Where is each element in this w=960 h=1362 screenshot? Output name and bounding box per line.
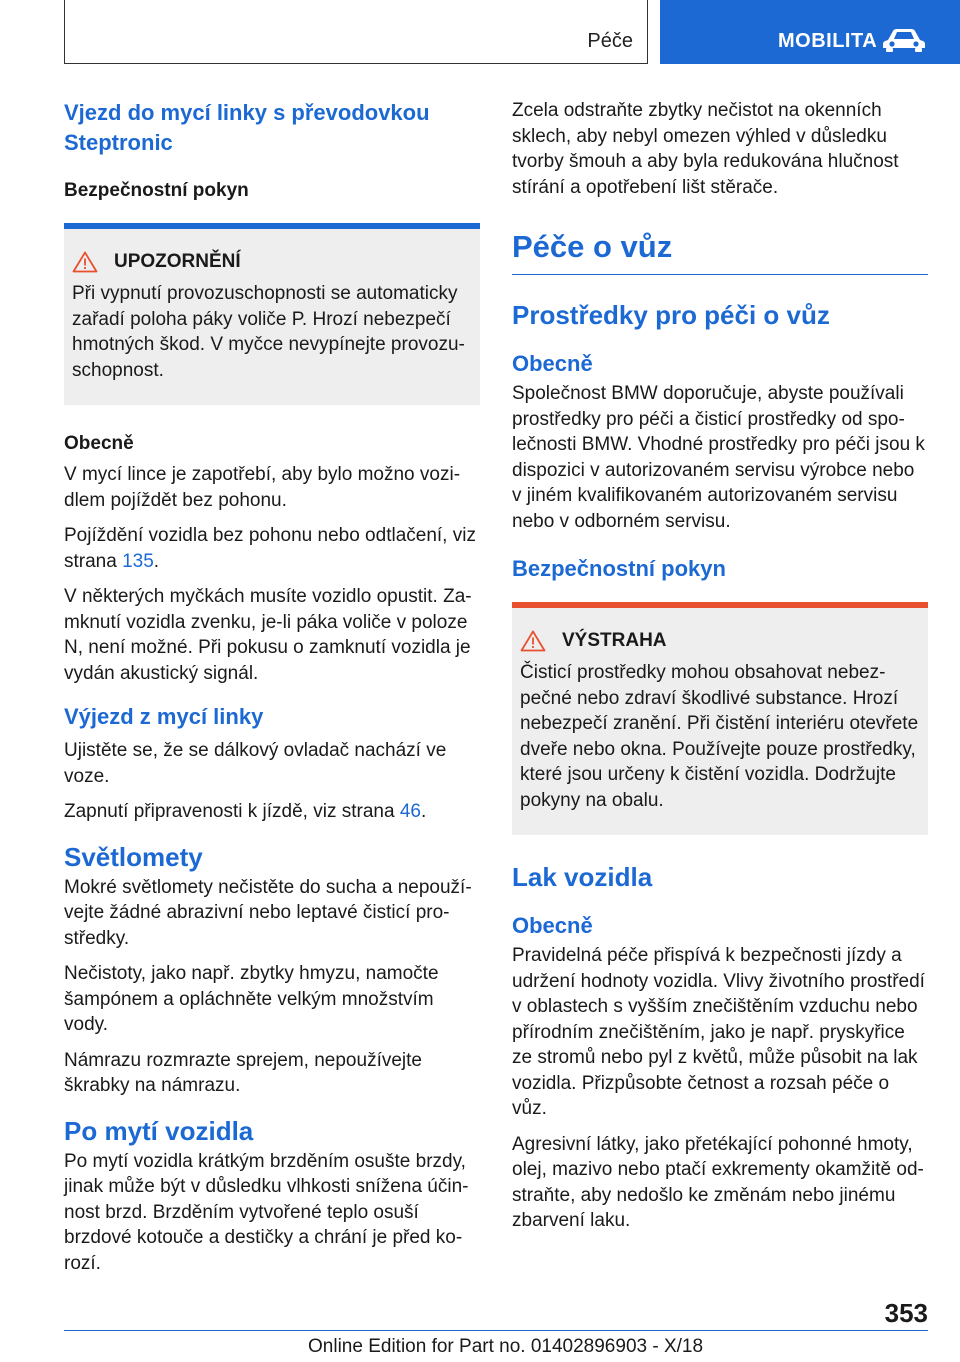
heading-after-wash: Po mytí vozidla (64, 1115, 254, 1146)
heading-car-care: Péče o vůz (512, 229, 673, 264)
warning-title (520, 630, 920, 652)
header-section-label: Péče (587, 30, 633, 52)
warning-text: Při vypnutí provozuschopnosti se automaticky zařadí poloha páky voliče P. Hrozí nebezpečí hmotných škod. V myčce nevypínejte provozuschopnost. (72, 283, 465, 381)
paragraph-end: . (420, 801, 427, 822)
heading-paint: Lak vozidla (512, 862, 653, 892)
warning-label: VÝSTRAHA (562, 630, 667, 651)
paragraph-with-link (64, 523, 480, 574)
paragraph: V mycí lince je zapotřebí, aby bylo možno vozidlem pojíždět bez pohonu. (64, 464, 461, 511)
paragraph: Pravidelná péče přispívá k bezpečnosti jízdy a udržení hodnoty vozidla. Vlivy životního prostředí v oblastech s vyšším znečištěním vzduchu nebo přírodním znečištěním, jako je např. pryskyřice ze stromů nebo pyl z květů, může působit na lak vozidla. Přizpůsobte četnost a rozsah péče o vůz. (512, 945, 925, 1119)
warning-text: Čisticí prostředky mohou obsahovat nebezpečné nebo zdraví škodlivé substance. Hrozí nebezpečí zranění. Při čistění interiéru otevřete dveře nebo okna. Používejte pouze prostředky, které jsou určeny k čistění vozidla. Dodržujte pokyny na obalu. (520, 662, 919, 811)
heading-wash-exit: Výjezd z mycí linky (64, 704, 264, 729)
left-column (64, 98, 480, 1286)
heading-general: Obecně (512, 913, 593, 938)
paragraph-with-link (64, 799, 480, 825)
heading-headlights: Světlomety (64, 841, 203, 872)
heading-care-products: Prostředky pro péči o vůz (512, 300, 830, 330)
paragraph-end: . (153, 550, 160, 572)
paragraph: Ujistěte se, že se dálkový ovladač nachází ve voze. (64, 740, 447, 787)
heading-general: Obecně (64, 433, 134, 454)
warning-triangle-icon (520, 630, 546, 652)
paragraph: V některých myčkách musíte vozidlo opustit. Zamknutí vozidla zvenku, je-li páka voliče v poloze N, není možné. Při pokusu o zamknutí vozidla je vydán akustický signál. (64, 586, 472, 684)
footer-rule (64, 1330, 928, 1331)
heading-safety-note: Bezpečnostní pokyn (64, 180, 249, 201)
header-section-box (64, 0, 648, 64)
footer-edition: Online Edition for Part no. 01402896903 - X/18 (308, 1336, 704, 1357)
warning-box-caution (512, 602, 928, 835)
heading-general: Obecně (512, 351, 593, 376)
warning-label: UPOZORNĚNÍ (114, 251, 241, 272)
warning-box-notice (64, 223, 480, 405)
header-chapter-label: MOBILITA (778, 30, 878, 52)
paragraph: Námrazu rozmrazte sprejem, nepoužívejte škrabky na námrazu. (64, 1049, 422, 1096)
car-icon (882, 26, 926, 52)
paragraph: Mokré světlomety nečistěte do sucha a nepoužívejte žádné abrazivní nebo leptavé čisticí prostředky. (64, 876, 472, 949)
paragraph: Po mytí vozidla krátkým brzděním osušte brzdy, jinak může být v důsledku vlhkosti snížena účinnost brzd. Brzděním vytvořené teplo osuší brzdové kotouče a destičky a chrání je před korozí. (64, 1150, 469, 1274)
paragraph: Agresivní látky, jako přetékající pohonné hmoty, olej, mazivo nebo ptačí exkrementy okamžitě odstraňte, aby nedošlo ke změnám nebo jinému zbarvení laku. (512, 1133, 924, 1231)
heading-wash-entry: Vjezd do mycí linky s převodovkou Steptronic (64, 100, 430, 155)
warning-triangle-icon (72, 251, 98, 273)
paragraph-text: Pojíždění vozidla bez pohonu nebo odtlačení, viz strana (64, 525, 476, 572)
page-number: 353 (884, 1298, 928, 1328)
page-link-135[interactable]: 135 (122, 550, 154, 572)
right-column (512, 98, 928, 1244)
page-link-46[interactable]: 46 (399, 801, 421, 822)
heading-car-care-wrapper (512, 228, 928, 275)
paragraph: Společnost BMW doporučuje, abyste používali prostředky pro péči a čisticí prostředky od společnosti BMW. Vhodné prostředky pro péči jsou k dispozici v autorizovaném servisu výrobce nebo v jiném kvalifikovaném autorizovaném servisu nebo v odborném servisu. (512, 383, 925, 532)
paragraph-text: Zapnutí připravenosti k jízdě, viz strana (64, 801, 400, 822)
heading-safety-note: Bezpečnostní pokyn (512, 556, 726, 581)
paragraph: Nečistoty, jako např. zbytky hmyzu, namočte šampónem a opláchněte velkým množstvím vody. (64, 963, 439, 1035)
warning-title (72, 251, 472, 273)
paragraph: Zcela odstraňte zbytky nečistot na okenních sklech, aby nebyl omezen výhled v důsledku tvorby šmouh a aby byla redukována hlučnost stírání a opotřebení lišt stěrače. (512, 100, 899, 198)
